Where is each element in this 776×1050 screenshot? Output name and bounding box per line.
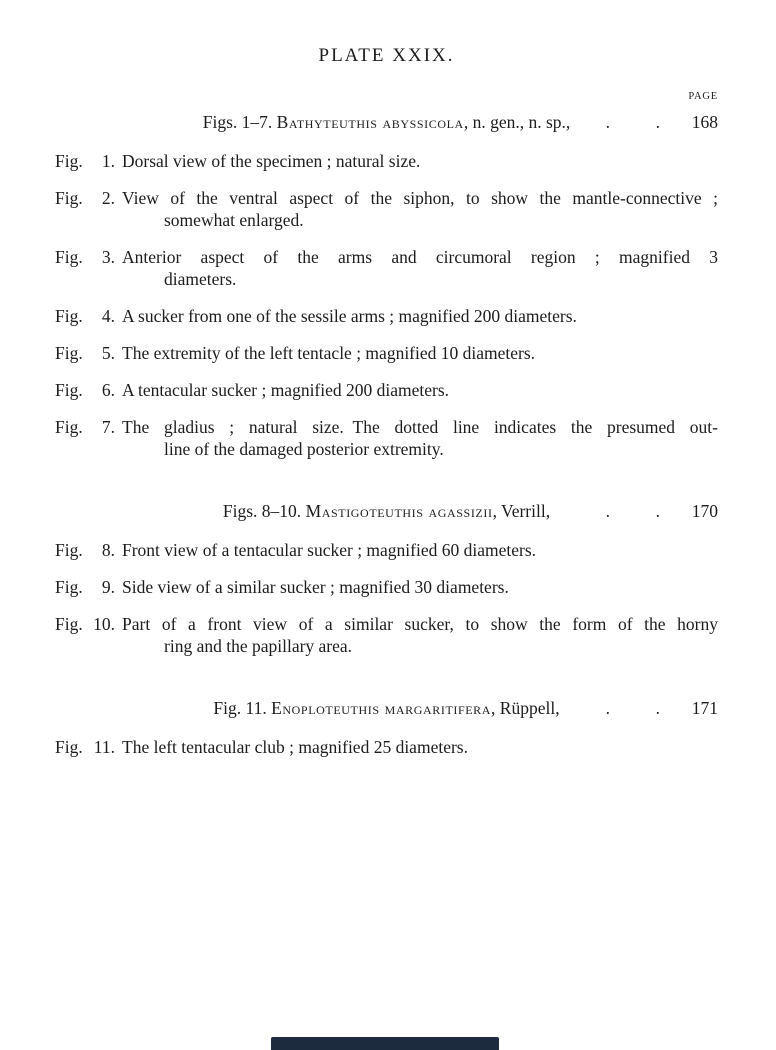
figure-line: Front view of a tentacular sucker ; magnified 60 diameters.	[122, 540, 537, 560]
figure-description	[115, 246, 718, 290]
figure-number: 1.	[101, 151, 115, 171]
figure-description	[115, 342, 718, 364]
figure-label: Fig.	[55, 737, 83, 757]
figure-label: Fig.	[55, 247, 83, 267]
figure-entry	[55, 305, 718, 327]
heading-prefix: Figs. 8–10.	[222, 501, 306, 521]
figure-description	[115, 416, 718, 460]
figure-description	[115, 613, 718, 657]
figure-line: Side view of a similar sucker ; magnified 30 diameters.	[122, 577, 509, 597]
figure-number: 2.	[101, 188, 115, 208]
heading-page-number: 171	[691, 698, 718, 718]
figure-description	[115, 379, 718, 401]
figure-label: Fig.	[55, 380, 83, 400]
figure-entry	[55, 187, 718, 231]
heading-tail: , Rüppell,	[491, 698, 560, 718]
figure-entry	[55, 613, 718, 657]
figure-description	[115, 539, 718, 561]
figure-description	[115, 576, 718, 598]
leader-dot: .	[605, 698, 610, 718]
figure-label: Fig.	[55, 306, 83, 326]
figure-line: somewhat enlarged.	[164, 210, 304, 230]
section-heading	[55, 111, 718, 133]
figure-label: Fig.	[55, 577, 83, 597]
heading-species: Bathyteuthis abyssicola	[276, 112, 464, 132]
figure-number: 5.	[101, 343, 115, 363]
section-heading	[55, 697, 718, 719]
heading-species: Enoploteuthis margaritifera	[271, 698, 492, 718]
figure-line: The gladius ; natural size. The dotted line indicates the presumed out-	[122, 417, 718, 437]
figure-number: 4.	[101, 306, 115, 326]
figure-label: Fig.	[55, 614, 83, 634]
figure-number: 8.	[101, 540, 115, 560]
figure-line: View of the ventral aspect of the siphon, to show the mantle-connective ;	[122, 188, 718, 208]
figure-number: 10.	[93, 614, 115, 634]
figure-entry	[55, 246, 718, 290]
figure-line: diameters.	[164, 269, 237, 289]
section-heading	[55, 500, 718, 522]
figure-entry	[55, 379, 718, 401]
page-title: PLATE XXIX.	[318, 45, 455, 66]
figure-number: 9.	[101, 577, 115, 597]
heading-species: Mastigoteuthis agassizii	[305, 501, 493, 521]
figure-line: A sucker from one of the sessile arms ; magnified 200 diameters.	[122, 306, 577, 326]
figure-number: 3.	[101, 247, 115, 267]
figure-entry	[55, 539, 718, 561]
figure-entry	[55, 342, 718, 364]
figure-label: Fig.	[55, 151, 83, 171]
figure-label: Fig.	[55, 188, 83, 208]
heading-page-number: 168	[691, 112, 718, 132]
leader-dot: .	[605, 501, 610, 521]
heading-tail: , Verrill,	[492, 501, 551, 521]
leader-dot: .	[605, 112, 610, 132]
heading-page-number: 170	[691, 501, 718, 521]
figure-description	[115, 187, 718, 231]
leader-dot: .	[655, 501, 660, 521]
figure-line: Part of a front view of a similar sucker, to show the form of the horny	[122, 614, 718, 634]
figure-line: The extremity of the left tentacle ; magnified 10 diameters.	[122, 343, 536, 363]
page-column-label: PAGE	[688, 91, 718, 102]
figure-entry	[55, 150, 718, 172]
figure-description	[115, 150, 718, 172]
heading-prefix: Figs. 1–7.	[202, 112, 277, 132]
figure-line: A tentacular sucker ; magnified 200 diameters.	[122, 380, 450, 400]
scan-artifact-bar	[271, 1037, 499, 1050]
figure-line: ring and the papillary area.	[164, 636, 353, 656]
heading-tail: , n. gen., n. sp.,	[463, 112, 571, 132]
heading-prefix: Fig. 11.	[213, 698, 272, 718]
figure-number: 6.	[101, 380, 115, 400]
leader-dot: .	[655, 698, 660, 718]
figure-description	[115, 305, 718, 327]
figure-entry	[55, 416, 718, 460]
figure-line: The left tentacular club ; magnified 25 diameters.	[122, 737, 468, 757]
figure-entry	[55, 736, 718, 758]
figure-entry	[55, 576, 718, 598]
figure-line: line of the damaged posterior extremity.	[164, 439, 444, 459]
figure-label: Fig.	[55, 540, 83, 560]
leader-dot: .	[655, 112, 660, 132]
figure-label: Fig.	[55, 343, 83, 363]
figure-description	[115, 736, 718, 758]
figure-line: Dorsal view of the specimen ; natural size.	[122, 151, 421, 171]
figure-number: 7.	[101, 417, 115, 437]
figure-line: Anterior aspect of the arms and circumoral region ; magnified 3	[122, 247, 718, 267]
figure-label: Fig.	[55, 417, 83, 437]
figure-number: 11.	[93, 737, 115, 757]
